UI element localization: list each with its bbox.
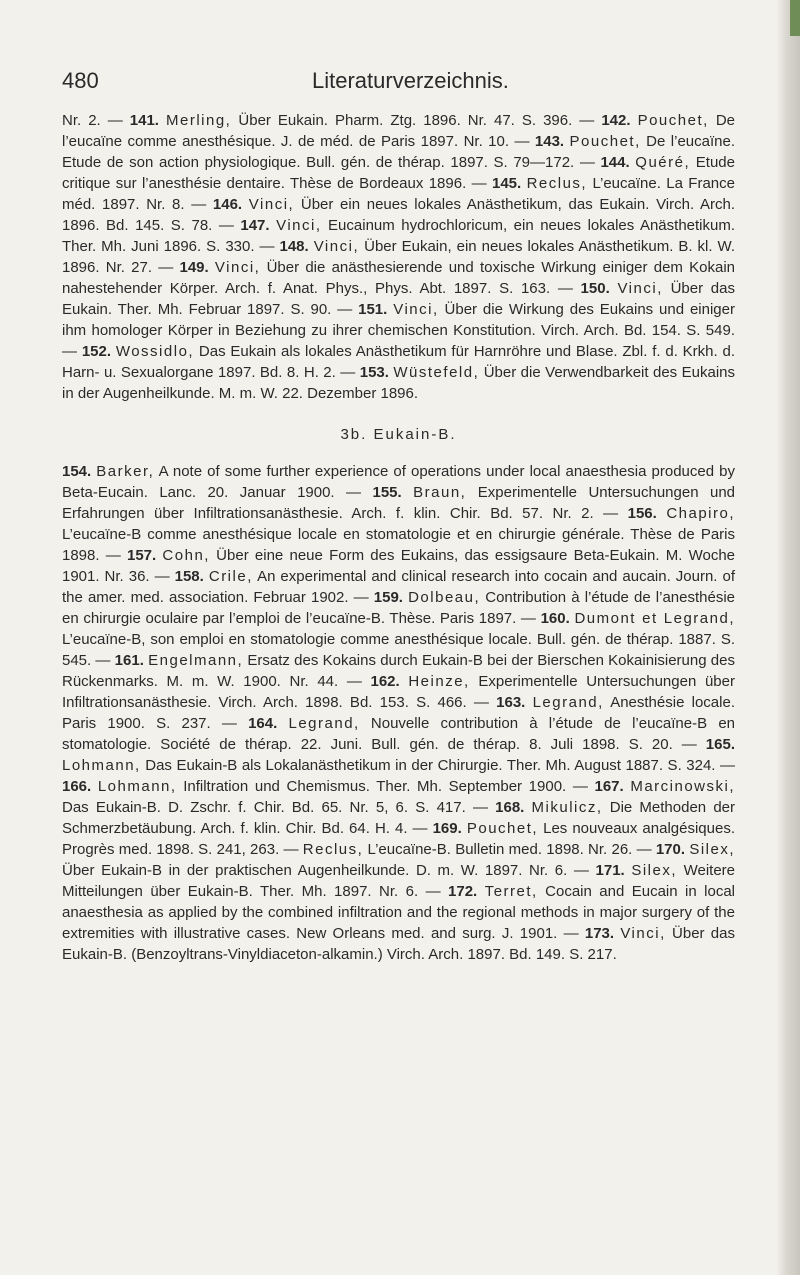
reference-text: Die Methoden der Schmerzbetäubung. Arch. f. klin. Chir. Bd. 64. H. 4. — [62,799,736,837]
reference-number: 143. [534,133,565,150]
reference-text: Etude critique sur l’anesthésie dentaire. Thèse de Bordeaux 1896. — [62,154,735,192]
reference-text: Das Eukain-B. D. Zschr. f. Chir. Bd. 65. Nr. 5, 6. S. 417. — [62,799,496,816]
section-3b-heading: 3b. Eukain-B. [340,426,457,443]
reference-number: 168. [495,799,525,816]
reference-text: Les nouveaux analgésiques. Progrès med. 1898. S. 241, 263. — [62,820,735,858]
reference-author: Wossidlo, [115,343,195,360]
reference-text: Cocain and Eucain in local anaesthesia as applied by the combined infiltration and the regional methods in major surgery of the extremities with illustrative cases. New Orleans med. and surg. J. 1901. — [62,883,736,942]
reference-author: Vinci, [617,280,663,297]
reference-author: Silex, [631,862,678,879]
reference-number: 148. [279,238,309,255]
reference-text: Über ein neues lokales Anästhetikum, das Eukain. Virch. Arch. 1896. Bd. 145. S. 78. — [62,196,735,234]
reference-text: L’eucaïne-B. Bulletin med. 1898. Nr. 26. — [363,841,656,858]
reference-entry [62,778,594,795]
reference-entry [303,841,656,858]
reference-text: Über die Wirkung des Eukains und einiger ihm homologer Körper in Beziehung zu ihrer chemischen Konstitution. Virch. Arch. Bd. 154. S. 549. — [62,301,735,360]
reference-author: Vinci, [313,238,360,255]
reference-entry [62,112,601,129]
reference-author: Marcinowski, [630,778,736,795]
reference-text: Anesthésie locale. Paris 1900. S. 237. — [62,694,735,732]
reference-author: Pouchet, [466,820,539,837]
reference-author: Dolbeau, [408,589,481,606]
reference-number: 162. [370,673,400,690]
reference-number: 141. [129,112,159,129]
reference-number: 156. [627,505,657,522]
reference-number: 163. [496,694,526,711]
reference-text: Experimentelle Untersuchungen und Erfahrungen über Infiltrationsanästhesie. Arch. f. klin. Chir. Bd. 57. Nr. 2. — [62,484,736,522]
reference-number: 146. [212,196,243,213]
reference-author: Vinci, [248,196,295,213]
reference-text: De l’eucaïne comme anesthésique. J. de méd. de Paris 1897. Nr. 10. — [62,112,736,150]
reference-text: Infiltration und Chemismus. Ther. Mh. September 1900. — [176,778,595,795]
reference-author: Pouchet, [569,133,641,150]
section-3a-paragraph [62,110,735,404]
reference-number: 155. [372,484,402,501]
reference-text: Über eine neue Form des Eukains, das essigsaure Beta-Eukain. M. Woche 1901. Nr. 36. — [62,547,736,585]
reference-lead: Nr. 2. — [62,112,130,129]
reference-number: 145. [492,175,522,192]
reference-number: 173. [584,925,615,942]
reference-author: Chapiro, [666,505,736,522]
reference-text: Weitere Mitteilungen über Eukain-B. Ther. Mh. 1897. Nr. 6. — [62,862,736,900]
reference-text: Eucainum hydrochloricum, ein neues lokales Anästhetikum. Ther. Mh. Juni 1896. S. 330. — [62,217,736,255]
reference-text: Über Eukain. Pharm. Ztg. 1896. Nr. 47. S. 396. — [231,112,602,129]
reference-author: Vinci, [276,217,322,234]
reference-text: Über das Eukain. Ther. Mh. Februar 1897. S. 90. — [62,280,735,318]
reference-number: 152. [81,343,112,360]
reference-text: A note of some further experience of operations under local anaesthesia produced by Beta-Eucain. Lanc. 20. Januar 1900. — [62,463,735,501]
reference-number: 147. [240,217,270,234]
page-number: 480 [62,68,99,93]
reference-text: Über Eukain-B in der praktischen Augenheilkunde. D. m. W. 1897. Nr. 6. — [62,862,596,879]
reference-text: Über die Verwendbarkeit des Eukains in der Augenheilkunde. M. m. W. 22. Dezember 1896. [62,364,735,402]
bibliography-body [62,110,735,965]
reference-author: Lohmann, [62,757,141,774]
reference-author: Reclus, [526,175,588,192]
reference-text: Das Eukain als lokales Anästhetikum für Harnröhre und Blase. Zbl. f. d. Krkh. d. Harn- u. Sexualorgane 1897. Bd. 8. H. 2. — [62,343,735,381]
reference-author: Lohmann, [97,778,177,795]
reference-author: Wüstefeld, [393,364,480,381]
reference-number: 167. [594,778,624,795]
reference-text: Über die anästhesierende und toxische Wirkung einiger dem Kokain nahestehender Körper. Arch. f. Anat. Phys., Phys. Abt. 1897. S. 163. — [62,259,735,297]
reference-number: 151. [358,301,388,318]
reference-text: Ersatz des Kokains durch Eukain-B bei der Bierschen Kokainisierung des Rückenmarks. M. m. W. 1900. Nr. 44. — [62,652,735,690]
reference-author: Legrand, [288,715,360,732]
section-3b-paragraph [62,461,735,965]
reference-author: Reclus, [302,841,364,858]
reference-text: De l’eucaïne. Etude de son action physiologique. Bull. gén. de thérap. 1897. S. 79—172. — [62,133,735,171]
reference-author: Terret, [484,883,538,900]
page-edge-mark [790,0,800,36]
reference-author: Crile, [208,568,253,585]
reference-author: Quéré, [635,154,691,171]
reference-number: 144. [600,154,630,171]
reference-author: Braun, [413,484,467,501]
reference-author: Pouchet, [637,112,709,129]
reference-number: 150. [580,280,610,297]
reference-number: 157. [126,547,157,564]
reference-author: Mikulicz, [531,799,603,816]
reference-author: Vinci, [393,301,439,318]
reference-number: 159. [373,589,403,606]
reference-text: L’eucaïne-B comme anesthésique locale en stomatologie et en chirurgie générale. Thèse de Paris 1898. — [62,526,735,564]
reference-author: Merling, [166,112,232,129]
reference-author: Engelmann, [148,652,244,669]
reference-text: Das Eukain-B als Lokalanästhetikum in der Chirurgie. Ther. Mh. August 1887. S. 324. — [140,757,735,774]
reference-number: 164. [248,715,278,732]
reference-number: 169. [432,820,462,837]
reference-number: 172. [448,883,478,900]
reference-number: 160. [540,610,570,627]
reference-text: Über Eukain, ein neues lokales Anästhetikum. B. kl. W. 1896. Nr. 27. — [62,238,735,276]
reference-number: 170. [655,841,686,858]
reference-number: 161. [114,652,144,669]
page-edge-shadow [776,0,800,1275]
reference-number: 153. [359,364,389,381]
reference-number: 154. [62,463,92,480]
reference-text: Experimentelle Untersuchungen über Infiltrationsanästhesie. Virch. Arch. 1898. Bd. 153. S. 466. — [62,673,735,711]
reference-text: An experimental and clinical research into cocain and aucain. Journ. of the amer. med. association. Februar 1902. — [62,568,735,606]
reference-number: 149. [179,259,209,276]
reference-author: Heinze, [408,673,470,690]
reference-number: 171. [595,862,625,879]
reference-author: Barker, [96,463,155,480]
reference-author: Silex, [689,841,735,858]
reference-author: Vinci, [620,925,666,942]
reference-number: 166. [62,778,92,795]
reference-number: 165. [705,736,735,753]
reference-author: Vinci, [214,259,261,276]
reference-number: 142. [601,112,631,129]
reference-author: Legrand, [532,694,604,711]
reference-text: L’eucaïne. La France méd. 1897. Nr. 8. — [62,175,735,213]
reference-text: L’eucaïne-B, son emploi en stomatologie comme anesthésique locale. Bull. gén. de thérap. 1887. S. 545. — [62,631,735,669]
page-header [62,66,732,96]
reference-text: Über das Eukain-B. (Benzoyltrans-Vinyldiaceton-alkamin.) Virch. Arch. 1897. Bd. 149. S. 217. [62,925,735,963]
reference-author: Cohn, [162,547,210,564]
running-title: Literaturverzeichnis. [312,68,509,93]
reference-number: 158. [174,568,204,585]
reference-text: Contribution à l’étude de l’anesthésie en chirurgie oculaire par l’emploi de l’eucaïne-B. Thèse. Paris 1897. — [62,589,736,627]
reference-author: Dumont et Legrand, [574,610,735,627]
reference-text: Nouvelle contribution à l’étude de l’eucaïne-B en stomatologie. Société de thérap. 22. Juni. Bull. gén. de thérap. 8. Juli 1898. S. 20. — [62,715,735,753]
